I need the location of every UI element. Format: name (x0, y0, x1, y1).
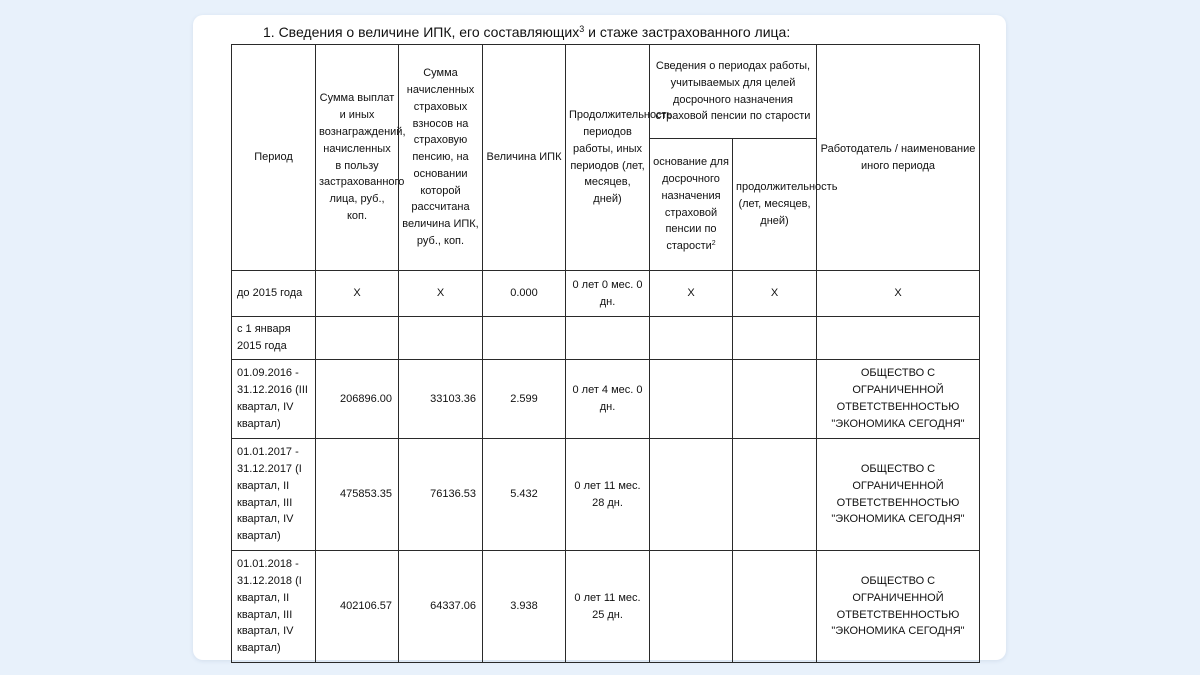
footnote-ref-3: 3 (579, 24, 585, 34)
table-row (232, 360, 980, 439)
cell-early-basis (650, 317, 733, 360)
cell-period: 01.01.2018 - 31.12.2018 (I квартал, II квартал, III квартал, IV квартал) (232, 551, 316, 663)
cell-employer: X (817, 271, 980, 317)
cell-period: 01.09.2016 - 31.12.2016 (III квартал, IV квартал) (232, 360, 316, 439)
section-heading-tail: и стаже застрахованного лица: (584, 24, 791, 40)
cell-duration (566, 317, 650, 360)
cell-duration: 0 лет 0 мес. 0 дн. (566, 271, 650, 317)
cell-ipk (483, 317, 566, 360)
cell-payments: 475853.35 (316, 439, 399, 551)
header-early-basis-text: основание для досрочного назначения страховой пенсии по старости (653, 156, 729, 253)
table-row (232, 551, 980, 663)
document-page (193, 15, 1006, 660)
cell-early-basis (650, 439, 733, 551)
section-heading (263, 24, 790, 40)
cell-payments: 206896.00 (316, 360, 399, 439)
cell-contributions (399, 317, 483, 360)
table-row (232, 439, 980, 551)
cell-employer: ОБЩЕСТВО С ОГРАНИЧЕННОЙ ОТВЕТСТВЕННОСТЬЮ "ЭКОНОМИКА СЕГОДНЯ" (817, 439, 980, 551)
header-early-duration: продолжительность (лет, месяцев, дней) (733, 139, 817, 271)
header-employer: Работодатель / наименование иного периода (817, 45, 980, 271)
cell-period: с 1 января 2015 года (232, 317, 316, 360)
header-row-1 (232, 45, 980, 139)
cell-payments (316, 317, 399, 360)
cell-ipk: 5.432 (483, 439, 566, 551)
cell-early-duration (733, 551, 817, 663)
footnote-ref-2: 2 (711, 240, 716, 248)
cell-early-basis: X (650, 271, 733, 317)
cell-period: 01.01.2017 - 31.12.2017 (I квартал, II квартал, III квартал, IV квартал) (232, 439, 316, 551)
header-duration: Продолжительность периодов работы, иных периодов (лет, месяцев, дней) (566, 45, 650, 271)
cell-early-duration: X (733, 271, 817, 317)
header-period: Период (232, 45, 316, 271)
cell-contributions: 76136.53 (399, 439, 483, 551)
cell-ipk: 3.938 (483, 551, 566, 663)
cell-early-basis (650, 360, 733, 439)
cell-duration: 0 лет 11 мес. 25 дн. (566, 551, 650, 663)
cell-employer: ОБЩЕСТВО С ОГРАНИЧЕННОЙ ОТВЕТСТВЕННОСТЬЮ "ЭКОНОМИКА СЕГОДНЯ" (817, 551, 980, 663)
cell-duration: 0 лет 11 мес. 28 дн. (566, 439, 650, 551)
cell-employer (817, 317, 980, 360)
table-row (232, 271, 980, 317)
cell-early-duration (733, 317, 817, 360)
header-early-group: Сведения о периодах работы, учитываемых для целей досрочного назначения страховой пенсии по старости (650, 45, 817, 139)
cell-contributions: 33103.36 (399, 360, 483, 439)
header-payments: Сумма выплат и иных вознаграждений, начисленных в пользу застрахованного лица, руб., коп. (316, 45, 399, 271)
ipk-table (231, 44, 980, 663)
cell-period: до 2015 года (232, 271, 316, 317)
section-heading-text: 1. Сведения о величине ИПК, его составляющих (263, 24, 580, 40)
cell-early-duration (733, 360, 817, 439)
cell-payments: 402106.57 (316, 551, 399, 663)
cell-employer: ОБЩЕСТВО С ОГРАНИЧЕННОЙ ОТВЕТСТВЕННОСТЬЮ "ЭКОНОМИКА СЕГОДНЯ" (817, 360, 980, 439)
cell-ipk: 2.599 (483, 360, 566, 439)
header-early-basis (650, 139, 733, 271)
cell-early-basis (650, 551, 733, 663)
cell-contributions: 64337.06 (399, 551, 483, 663)
cell-payments: X (316, 271, 399, 317)
header-ipk: Величина ИПК (483, 45, 566, 271)
cell-early-duration (733, 439, 817, 551)
cell-ipk: 0.000 (483, 271, 566, 317)
cell-contributions: X (399, 271, 483, 317)
table-row (232, 317, 980, 360)
header-contributions: Сумма начисленных страховых взносов на страховую пенсию, на основании которой рассчитана величина ИПК, руб., коп. (399, 45, 483, 271)
cell-duration: 0 лет 4 мес. 0 дн. (566, 360, 650, 439)
